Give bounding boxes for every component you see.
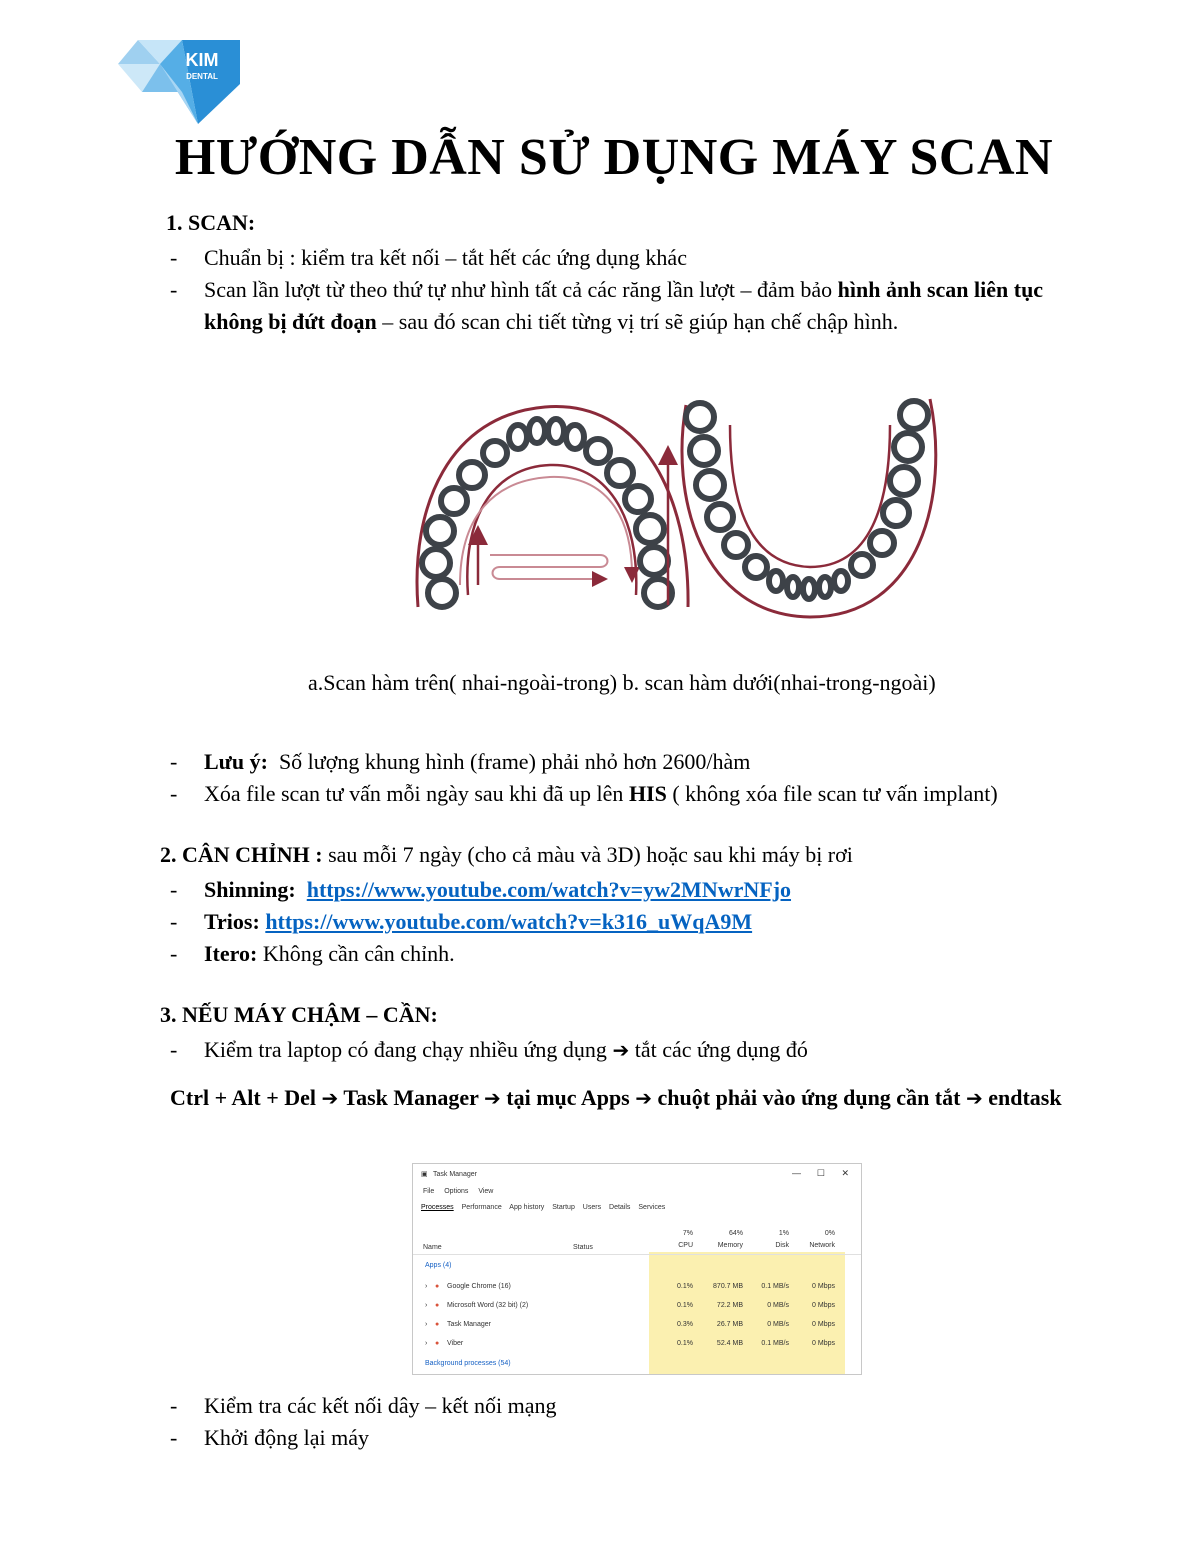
tab-services[interactable]: Services bbox=[638, 1204, 666, 1211]
disk-percent: 1% bbox=[778, 1230, 789, 1237]
scan-order-text bbox=[204, 274, 1104, 338]
scan-order-pre: Scan lần lượt từ theo thứ tự như hình tất cả các răng lần lượt – đảm bảo bbox=[204, 277, 838, 302]
lower-arch-outline bbox=[682, 399, 936, 617]
process-name: Microsoft Word (32 bit) (2) bbox=[447, 1302, 529, 1309]
process-network: 0 Mbps bbox=[812, 1283, 835, 1290]
memory-percent: 64% bbox=[728, 1230, 743, 1237]
expand-chevron-icon: › bbox=[425, 1283, 428, 1290]
arrow-icon: ➔ bbox=[965, 1086, 983, 1110]
task-manager-menu bbox=[423, 1188, 501, 1195]
note-label: Lưu ý: bbox=[204, 749, 268, 774]
section-2-title: 2. CÂN CHỈNH : bbox=[160, 842, 329, 867]
minimize-icon[interactable]: — bbox=[792, 1168, 801, 1178]
task-manager-screenshot bbox=[412, 1163, 862, 1375]
table-row[interactable] bbox=[413, 1280, 861, 1298]
section-2-desc: sau mỗi 7 ngày (cho cả màu và 3D) hoặc sau khi máy bị rơi bbox=[328, 842, 853, 867]
cpu-percent: 7% bbox=[682, 1230, 693, 1237]
page-title: HƯỚNG DẪN SỬ DỤNG MÁY SCAN bbox=[174, 129, 1054, 186]
arrow-icon: ➔ bbox=[635, 1086, 653, 1110]
scan-order-post: – sau đó scan chi tiết từng vị trí sẽ giúp hạn chế chập hình. bbox=[376, 309, 899, 334]
expand-chevron-icon: › bbox=[425, 1302, 428, 1309]
task-manager-title: Task Manager bbox=[433, 1171, 477, 1178]
ctrl-step-5: endtask bbox=[982, 1085, 1062, 1110]
process-network: 0 Mbps bbox=[812, 1340, 835, 1347]
upper-arch-zigzag bbox=[490, 555, 608, 579]
check-laptop-post: tắt các ứng dụng đó bbox=[629, 1037, 808, 1062]
col-status[interactable]: Status bbox=[573, 1244, 593, 1251]
process-disk: 0 MB/s bbox=[767, 1302, 789, 1309]
kim-dental-logo bbox=[118, 36, 244, 128]
process-network: 0 Mbps bbox=[812, 1302, 835, 1309]
itero-text: Không cần cân chỉnh. bbox=[257, 941, 455, 966]
delete-file-post: ( không xóa file scan tư vấn implant) bbox=[666, 781, 998, 806]
tab-app-history[interactable]: App history bbox=[509, 1204, 545, 1211]
process-disk: 0.1 MB/s bbox=[761, 1340, 789, 1347]
process-memory: 26.7 MB bbox=[716, 1321, 743, 1328]
delete-file-pre: Xóa file scan tư vấn mỗi ngày sau khi đã up lên bbox=[204, 781, 629, 806]
menu-view[interactable]: View bbox=[478, 1188, 494, 1195]
shinning-link[interactable]: https://www.youtube.com/watch?v=yw2MNwrNFjo bbox=[306, 877, 792, 902]
process-memory: 72.2 MB bbox=[716, 1302, 743, 1309]
process-name: Task Manager bbox=[447, 1321, 491, 1328]
col-cpu[interactable]: CPU bbox=[678, 1242, 693, 1249]
app-icon: ● bbox=[435, 1302, 440, 1309]
tab-users[interactable]: Users bbox=[582, 1204, 602, 1211]
tab-performance[interactable]: Performance bbox=[461, 1204, 502, 1211]
col-disk[interactable]: Disk bbox=[775, 1242, 789, 1249]
scan-order-bold-2: liên tục không bị đứt đoạn bbox=[204, 277, 1044, 334]
check-cables-text: Kiểm tra các kết nối dây – kết nối mạng bbox=[204, 1393, 557, 1418]
logo-text-kim: KIM bbox=[185, 50, 219, 70]
process-name: Google Chrome (16) bbox=[447, 1283, 511, 1290]
delete-file-his: HIS bbox=[628, 781, 667, 806]
trios-label: Trios: bbox=[204, 909, 260, 934]
ctrl-step-3: tại mục Apps bbox=[500, 1085, 636, 1110]
expand-chevron-icon: › bbox=[425, 1340, 428, 1347]
process-disk: 0.1 MB/s bbox=[761, 1283, 789, 1290]
process-cpu: 0.3% bbox=[677, 1321, 693, 1328]
process-cpu: 0.1% bbox=[677, 1283, 693, 1290]
ctrl-step-2: Task Manager bbox=[338, 1085, 484, 1110]
group-apps[interactable]: Apps (4) bbox=[425, 1262, 452, 1269]
app-icon: ● bbox=[435, 1321, 440, 1328]
process-memory: 52.4 MB bbox=[716, 1340, 743, 1347]
trios-link[interactable]: https://www.youtube.com/watch?v=k316_uWqA9M bbox=[265, 909, 753, 934]
check-laptop-pre: Kiểm tra laptop có đang chạy nhiều ứng dụng bbox=[204, 1037, 613, 1062]
process-cpu: 0.1% bbox=[677, 1302, 693, 1309]
tab-startup[interactable]: Startup bbox=[552, 1204, 575, 1211]
tab-processes[interactable]: Processes bbox=[421, 1204, 454, 1211]
section-2-heading bbox=[160, 842, 853, 868]
dental-arch-diagram bbox=[400, 385, 960, 635]
section-3-heading: 3. NẾU MÁY CHẬM – CẦN: bbox=[160, 1002, 438, 1027]
menu-file[interactable]: File bbox=[423, 1188, 435, 1195]
process-network: 0 Mbps bbox=[812, 1321, 835, 1328]
task-manager-icon: ▣ bbox=[421, 1171, 428, 1178]
task-manager-tabs bbox=[421, 1204, 671, 1211]
table-row[interactable] bbox=[413, 1318, 861, 1336]
close-icon[interactable]: ✕ bbox=[841, 1168, 849, 1178]
ctrl-step-1: Ctrl + Alt + Del bbox=[170, 1085, 322, 1110]
table-row[interactable] bbox=[413, 1337, 861, 1355]
section-1-heading: 1. SCAN: bbox=[166, 210, 256, 235]
process-name: Viber bbox=[447, 1340, 464, 1347]
arrow-icon: ➔ bbox=[484, 1086, 501, 1110]
process-cpu: 0.1% bbox=[677, 1340, 693, 1347]
lower-teeth bbox=[686, 401, 928, 599]
logo-text-dental: DENTAL bbox=[186, 72, 218, 81]
ctrl-step-4: chuột phải vào ứng dụng cần tắt bbox=[652, 1085, 966, 1110]
task-manager-titlebar bbox=[413, 1164, 861, 1186]
col-memory[interactable]: Memory bbox=[717, 1242, 743, 1249]
tab-details[interactable]: Details bbox=[609, 1204, 631, 1211]
scan-order-bold-1: hình ảnh scan bbox=[837, 277, 969, 302]
app-icon: ● bbox=[435, 1340, 440, 1347]
arrow-icon: ➔ bbox=[612, 1038, 630, 1062]
menu-options[interactable]: Options bbox=[444, 1188, 469, 1195]
table-row[interactable] bbox=[413, 1299, 861, 1317]
process-memory: 870.7 MB bbox=[713, 1283, 743, 1290]
lower-arch-inner-outline bbox=[730, 425, 890, 567]
maximize-icon[interactable]: ☐ bbox=[816, 1168, 825, 1178]
ctrl-alt-del-instruction bbox=[170, 1082, 1100, 1114]
restart-text: Khởi động lại máy bbox=[204, 1425, 369, 1450]
upper-arch-scan-path bbox=[460, 477, 632, 585]
arrow-icon: ➔ bbox=[321, 1086, 339, 1110]
group-background[interactable]: Background processes (54) bbox=[425, 1360, 511, 1367]
itero-label: Itero: bbox=[204, 941, 258, 966]
col-network[interactable]: Network bbox=[809, 1242, 835, 1249]
network-percent: 0% bbox=[824, 1230, 835, 1237]
bullet-prepare-text: Chuẩn bị : kiểm tra kết nối – tắt hết các ứng dụng khác bbox=[204, 245, 687, 270]
task-manager-column-header bbox=[413, 1222, 861, 1255]
expand-chevron-icon: › bbox=[425, 1321, 428, 1328]
note-text: Số lượng khung hình (frame) phải nhỏ hơn 2600/hàm bbox=[267, 749, 751, 774]
app-icon: ● bbox=[435, 1283, 440, 1290]
col-name[interactable]: Name bbox=[423, 1244, 442, 1251]
process-disk: 0 MB/s bbox=[767, 1321, 789, 1328]
diagram-caption: a.Scan hàm trên( nhai-ngoài-trong) b. scan hàm dưới(nhai-trong-ngoài) bbox=[308, 670, 936, 695]
shinning-label: Shinning: bbox=[204, 877, 296, 902]
